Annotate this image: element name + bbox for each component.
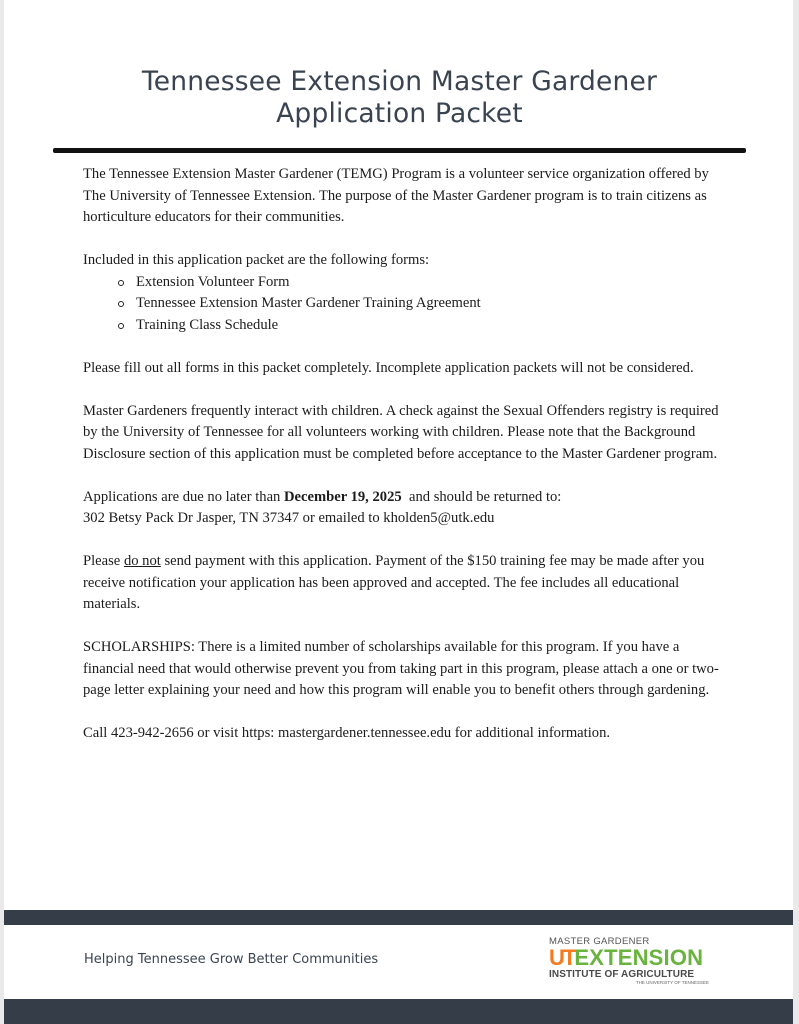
forms-section xyxy=(83,250,733,336)
due-date: December 19, 2025 xyxy=(284,488,402,505)
list-item: Extension Volunteer Form xyxy=(136,272,733,294)
return-address: 302 Betsy Pack Dr Jasper, TN 37347 or emailed to kholden5@utk.edu xyxy=(83,510,495,526)
ut-logo-icon: UT xyxy=(549,945,575,970)
title-line-2: Application Packet xyxy=(276,98,523,129)
payment-suffix: send payment with this application. Payment of the $150 training fee may be made after you receive notification your application has been approved and accepted. The fee includes all educational materials. xyxy=(83,553,705,612)
page-title xyxy=(0,66,799,130)
contact-paragraph: Call 423-942-2656 or visit https: mastergardener.tennessee.edu for additional information. xyxy=(83,725,611,741)
footer-bottom-bar xyxy=(4,999,793,1024)
do-not-emphasis: do not xyxy=(123,553,161,569)
scholarships-paragraph: SCHOLARSHIPS: There is a limited number of scholarships available for this program. If you have a financial need that would otherwise prevent you from taking part in this program, please attach a one or two-page letter explaining your need and how this program will enable you to benefit others through gardening. xyxy=(83,639,719,698)
intro-paragraph: The Tennessee Extension Master Gardener (TEMG) Program is a volunteer service organization offered by The University of Tennessee Extension. The purpose of the Master Gardener program is to train citizens as horticulture educators for their communities. xyxy=(83,166,709,225)
footer-tagline: Helping Tennessee Grow Better Communities xyxy=(84,952,379,967)
title-line-1: Tennessee Extension Master Gardener xyxy=(141,66,658,97)
forms-intro: Included in this application packet are the following forms: xyxy=(83,252,430,268)
logo-extension-row xyxy=(549,947,711,969)
document-body xyxy=(83,164,733,766)
forms-list xyxy=(83,272,733,337)
payment-paragraph xyxy=(83,551,733,616)
fill-out-paragraph: Please fill out all forms in this packet completely. Incomplete application packets will not be considered. xyxy=(83,359,694,376)
due-suffix: and should be returned to: xyxy=(401,488,562,505)
logo-institute: INSTITUTE OF AGRICULTURE xyxy=(549,969,695,980)
logo-master-gardener: MASTER GARDENER xyxy=(549,936,650,947)
payment-prefix: Please xyxy=(83,553,124,569)
logo-extension: EXTENSION xyxy=(574,945,704,970)
logo-university: THE UNIVERSITY OF TENNESSEE xyxy=(635,980,709,985)
footer-top-bar xyxy=(4,910,793,925)
children-paragraph: Master Gardeners frequently interact with children. A check against the Sexual Offenders registry is required by the University of Tennessee for all volunteers working with children. Please note that the Background Disclosure section of this application must be completed before acceptance to the Master Gardener program. xyxy=(83,402,719,462)
title-divider xyxy=(53,148,746,153)
list-item: Training Class Schedule xyxy=(136,315,733,337)
due-date-paragraph xyxy=(83,487,733,530)
ut-extension-logo xyxy=(549,937,711,986)
list-item: Tennessee Extension Master Gardener Training Agreement xyxy=(136,293,733,315)
due-prefix: Applications are due no later than xyxy=(83,488,284,505)
